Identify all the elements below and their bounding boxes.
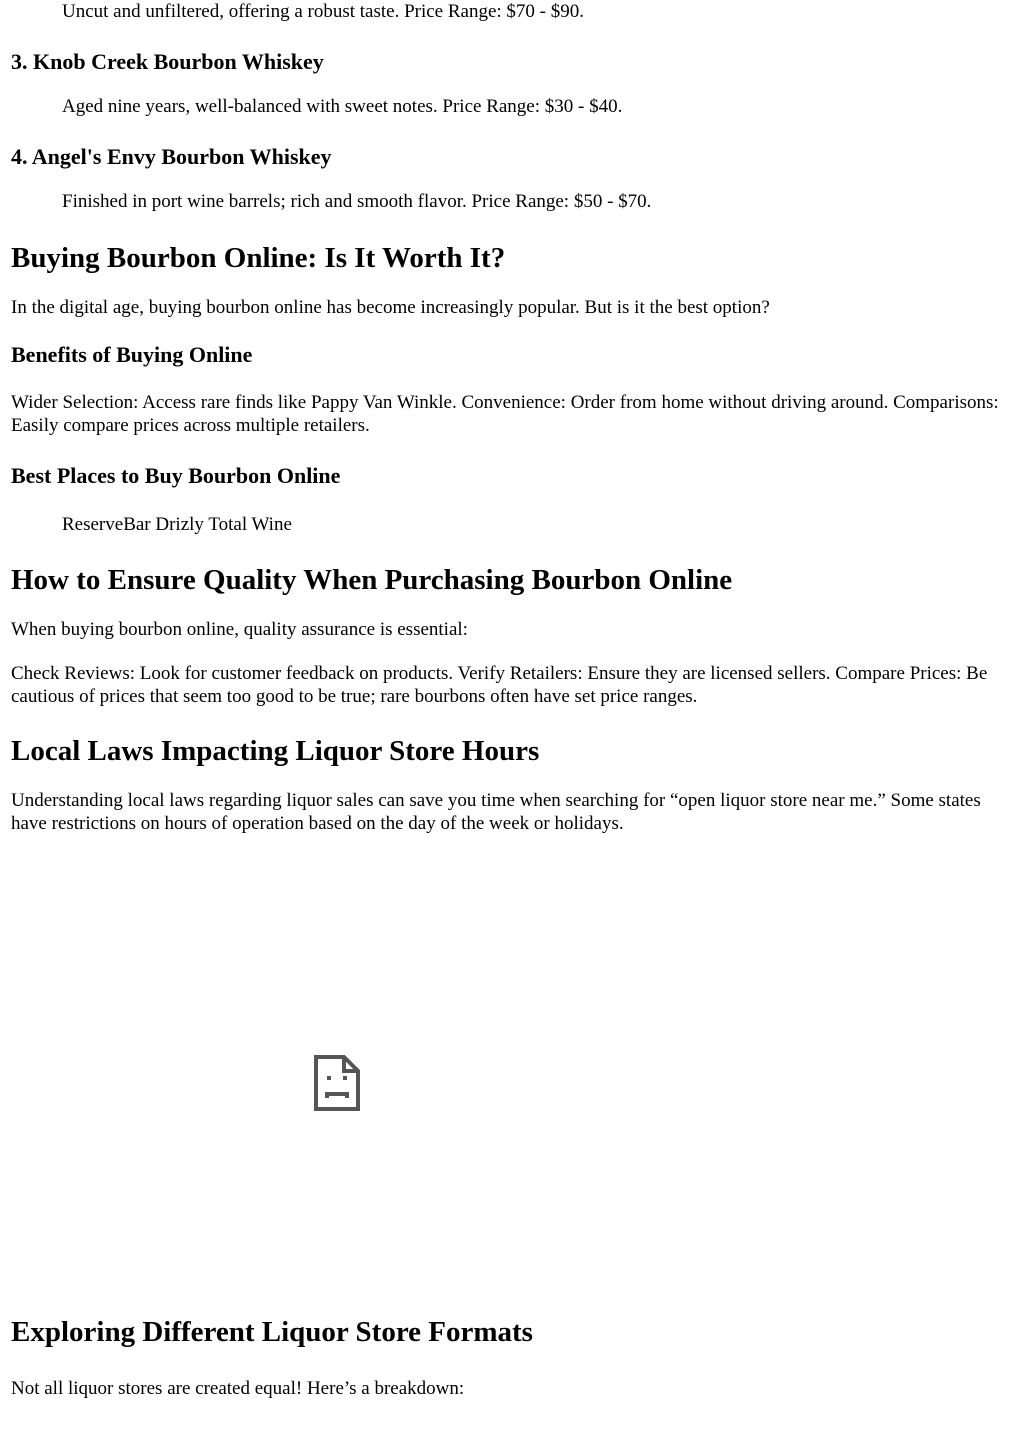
item-3-description: Aged nine years, well-balanced with sweet notes. Price Range: $30 - $40. xyxy=(62,96,623,117)
section-heading-buying-online: Buying Bourbon Online: Is It Worth It? xyxy=(11,242,506,274)
benefits-text: Wider Selection: Access rare finds like Pappy Van Winkle. Convenience: Order from home without driving around. Comparisons: Easily compare prices across multiple retailers. xyxy=(11,392,999,436)
quality-intro: When buying bourbon online, quality assurance is essential: xyxy=(11,619,468,640)
item-2-description: Uncut and unfiltered, offering a robust taste. Price Range: $70 - $90. xyxy=(62,1,585,22)
benefits-heading: Benefits of Buying Online xyxy=(11,342,253,367)
local-laws-text: Understanding local laws regarding liquor sales can save you time when searching for “open liquor store near me.” Some states have restrictions on hours of operation based on the day of the week or holidays. xyxy=(11,790,981,834)
section-heading-store-formats: Exploring Different Liquor Store Formats xyxy=(11,1316,533,1348)
store-formats-intro: Not all liquor stores are created equal! Here’s a breakdown: xyxy=(11,1378,465,1399)
item-4-title: 4. Angel's Envy Bourbon Whiskey xyxy=(11,144,332,169)
best-places-list: ReserveBar Drizly Total Wine xyxy=(62,514,292,535)
quality-tips: Check Reviews: Look for customer feedback on products. Verify Retailers: Ensure they are licensed sellers. Compare Prices: Be cautious of prices that seem too good to be true; rare bourbons often have set price ranges. xyxy=(11,663,988,707)
best-places-heading: Best Places to Buy Bourbon Online xyxy=(11,463,341,488)
item-4-description: Finished in port wine barrels; rich and smooth flavor. Price Range: $50 - $70. xyxy=(62,191,652,212)
buying-online-intro: In the digital age, buying bourbon online has become increasingly popular. But is it the best option? xyxy=(11,297,770,318)
article-content xyxy=(11,0,1014,1399)
broken-image-icon xyxy=(313,1054,361,1112)
section-heading-quality: How to Ensure Quality When Purchasing Bourbon Online xyxy=(11,564,733,596)
section-heading-local-laws: Local Laws Impacting Liquor Store Hours xyxy=(11,735,540,767)
item-3-title: 3. Knob Creek Bourbon Whiskey xyxy=(11,49,324,74)
